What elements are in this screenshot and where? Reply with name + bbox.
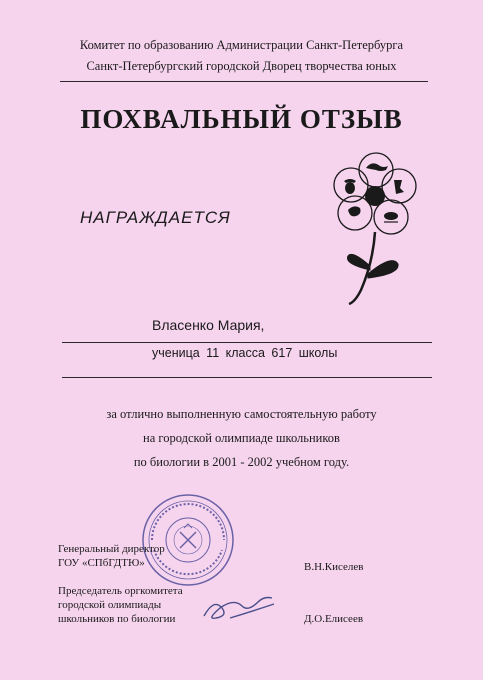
header-divider — [60, 81, 428, 82]
header-committee: Комитет по образованию Администрации Санкт-Петербурга — [79, 38, 404, 52]
official-stamp-icon — [140, 492, 236, 588]
chair-title-line-1: Председатель оргкомитета — [58, 585, 183, 597]
director-name: В.Н.Киселев — [304, 561, 364, 573]
body-line-1: за отлично выполненную самостоятельную работу — [106, 407, 377, 421]
director-title-line-1: Генеральный директор — [58, 543, 165, 555]
chair-title-line-2: городской олимпиады — [58, 599, 162, 611]
chair-title-line-3: школьников по биологии — [58, 613, 176, 625]
recipient-details: ученица 11 класса 617 школы — [152, 346, 338, 360]
flower-emblem-icon — [328, 148, 438, 308]
header-palace: Санкт-Петербургский городской Дворец творчества юных — [86, 59, 397, 73]
awarded-label: НАГРАЖДАЕТСЯ — [80, 208, 231, 227]
body-line-3: по биологии в 2001 - 2002 учебном году. — [133, 455, 350, 469]
body-line-2: на городской олимпиаде школьников — [143, 431, 340, 445]
handwritten-signature-icon — [200, 588, 280, 628]
recipient-name: Власенко Мария, — [152, 317, 265, 333]
name-underline — [62, 342, 432, 343]
director-title-line-2: ГОУ «СПбГДТЮ» — [58, 557, 145, 569]
certificate-title: ПОХВАЛЬНЫЙ ОТЗЫВ — [80, 104, 403, 134]
details-underline — [62, 377, 432, 378]
chair-name: Д.О.Елисеев — [304, 613, 364, 625]
